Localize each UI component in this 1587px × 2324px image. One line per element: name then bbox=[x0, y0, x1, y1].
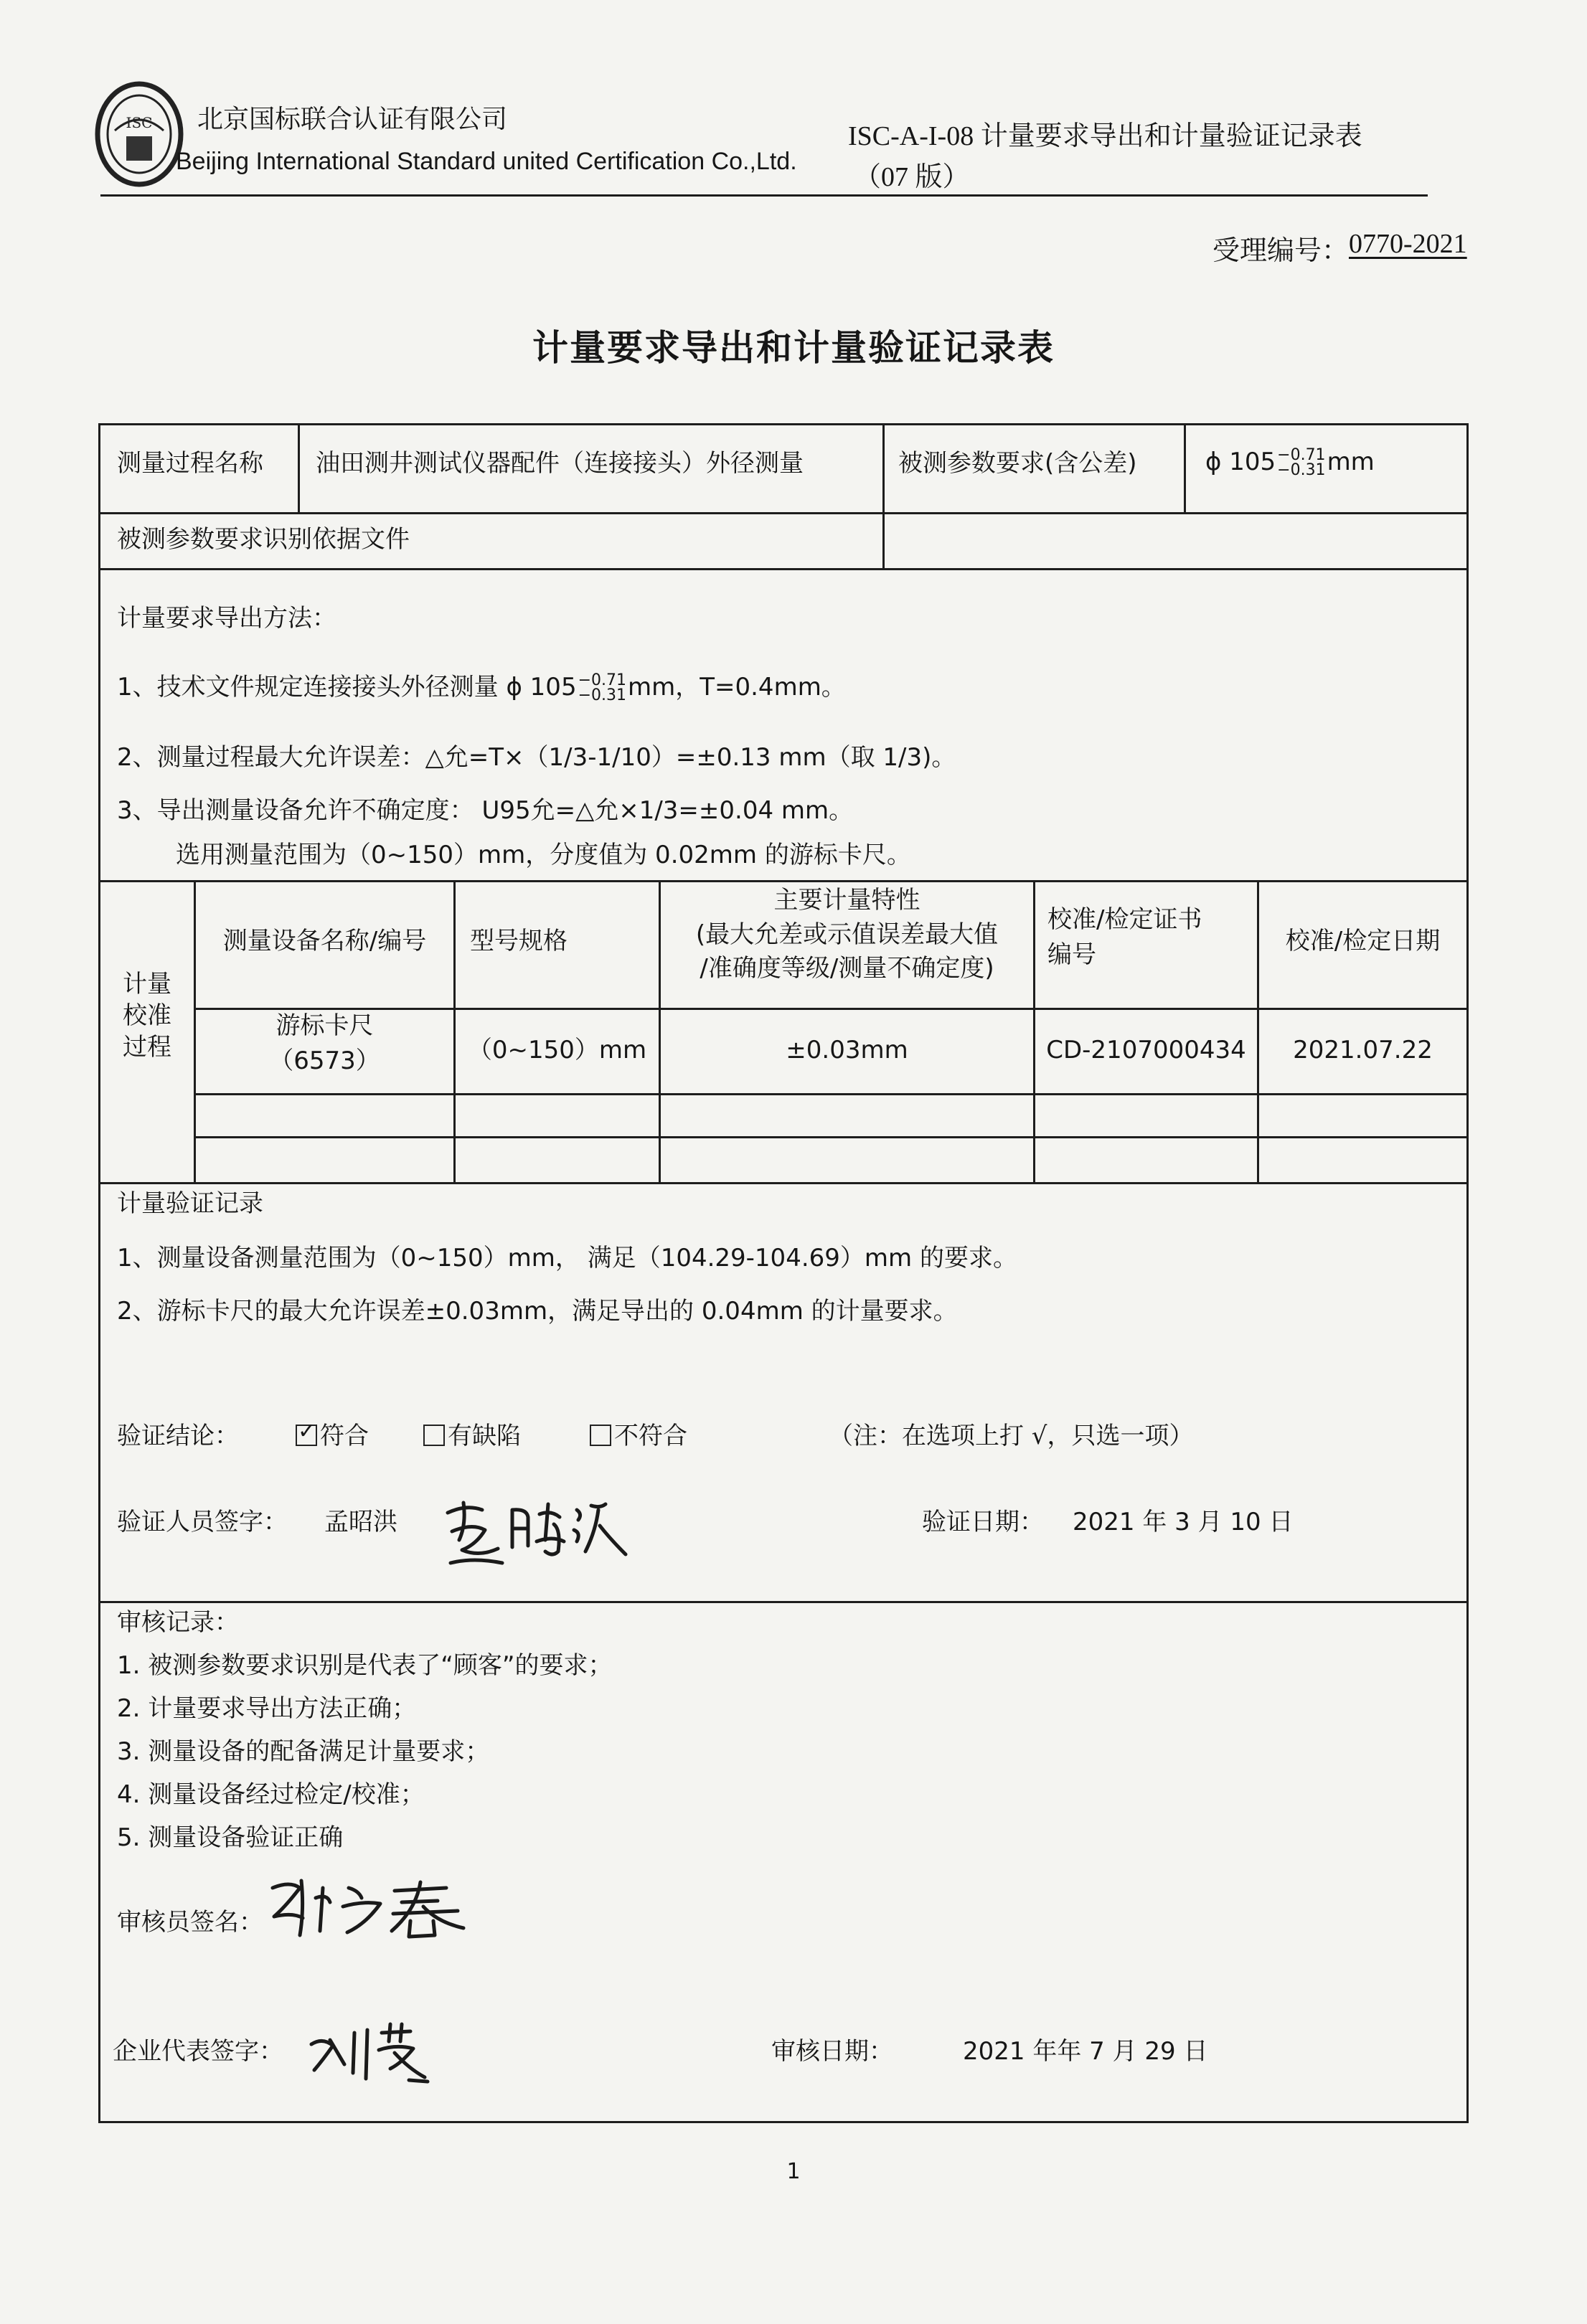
enterprise-rep-handwritten-signature bbox=[301, 2008, 430, 2087]
enterprise-rep-signature-label: 企业代表签字： bbox=[113, 2037, 283, 2066]
param-requirement-label: 被测参数要求(含公差) bbox=[898, 449, 1137, 478]
checkbox-checked-icon bbox=[296, 1425, 317, 1446]
conclusion-label: 验证结论： bbox=[117, 1422, 239, 1450]
conclusion-option-conform[interactable]: ✓ 符合 bbox=[296, 1420, 369, 1452]
equipment-characteristic: ±0.03mm bbox=[786, 1036, 908, 1064]
form-code: ISC-A-I-08 计量要求导出和计量验证记录表 bbox=[848, 121, 1362, 151]
derivation-item-3-note: 选用测量范围为（0~150）mm，分度值为 0.02mm 的游标卡尺。 bbox=[176, 841, 911, 869]
process-name-value: 油田测井测试仪器配件（连接接头）外径测量 bbox=[316, 449, 804, 478]
review-item: 1. 被测参数要求识别是代表了“顾客”的要求； bbox=[117, 1651, 613, 1680]
derivation-item-1: 1、技术文件规定连接接头外径测量 ϕ 105 −0.71 −0.31 mm，T=0.4mm。 bbox=[117, 671, 846, 704]
equipment-model: （0~150）mm bbox=[467, 1036, 647, 1064]
col-header-date: 校准/检定日期 bbox=[1285, 927, 1441, 955]
equipment-calibration-date: 2021.07.22 bbox=[1293, 1036, 1433, 1064]
derivation-item-3: 3、导出测量设备允许不确定度： U95允=△允×1/3=±0.04 mm。 bbox=[117, 796, 854, 825]
review-item: 3. 测量设备的配备满足计量要求； bbox=[117, 1737, 490, 1766]
company-name-cn: 北京国标联合认证有限公司 bbox=[197, 105, 508, 134]
svg-text:ISC: ISC bbox=[126, 114, 153, 131]
conclusion-option-nonconform[interactable]: 不符合 bbox=[590, 1420, 687, 1452]
review-item: 2. 计量要求导出方法正确； bbox=[117, 1694, 417, 1723]
review-date-label: 审核日期： bbox=[771, 2037, 893, 2066]
verification-heading: 计量验证记录 bbox=[117, 1189, 263, 1218]
col-header-name: 测量设备名称/编号 bbox=[222, 927, 427, 955]
review-heading: 审核记录： bbox=[117, 1608, 239, 1637]
checkbox-empty-icon bbox=[423, 1425, 445, 1446]
page-number: 1 bbox=[786, 2159, 801, 2184]
company-logo bbox=[93, 80, 185, 188]
basis-document-label: 被测参数要求识别依据文件 bbox=[117, 525, 410, 554]
derivation-heading: 计量要求导出方法： bbox=[117, 604, 336, 633]
verification-line-1: 1、测量设备测量范围为（0~150）mm， 满足（104.29-104.69）mm 的要求。 bbox=[117, 1244, 1017, 1272]
verifier-handwritten-signature bbox=[438, 1488, 631, 1571]
review-date: 2021 年年 7 月 29 日 bbox=[963, 2037, 1208, 2066]
verification-line-2: 2、游标卡尺的最大允许误差±0.03mm，满足导出的 0.04mm 的计量要求。 bbox=[117, 1297, 958, 1326]
equipment-certificate: CD-2107000434 bbox=[1046, 1036, 1246, 1064]
company-name-en: Beijing International Standard united Certification Co.,Ltd. bbox=[176, 148, 797, 175]
acceptance-number-label: 受理编号： bbox=[1212, 235, 1350, 266]
verification-date: 2021 年 3 月 10 日 bbox=[1073, 1508, 1294, 1536]
col-header-certificate: 校准/检定证书 编号 bbox=[1047, 905, 1202, 970]
document-title: 计量要求导出和计量验证记录表 bbox=[532, 327, 1055, 369]
col-header-characteristics: 主要计量特性 (最大允差或示值误差最大值 /准确度等级/测量不确定度) bbox=[695, 886, 999, 983]
review-item: 5. 测量设备验证正确 bbox=[117, 1823, 344, 1852]
checkbox-empty-icon bbox=[590, 1425, 611, 1446]
equipment-name: 游标卡尺 （6573） bbox=[269, 1011, 380, 1076]
form-version: （07 版） bbox=[854, 162, 970, 192]
header-divider bbox=[100, 194, 1428, 197]
col-header-model: 型号规格 bbox=[470, 927, 568, 955]
conclusion-note: （注：在选项上打 √，只选一项） bbox=[829, 1422, 1194, 1450]
auditor-signature-label: 审核员签名： bbox=[117, 1908, 263, 1937]
auditor-handwritten-signature bbox=[258, 1866, 474, 1945]
verifier-name: 孟昭洪 bbox=[324, 1508, 397, 1536]
calibration-side-label: 计量 校准 过程 bbox=[123, 970, 171, 1062]
derivation-item-2: 2、测量过程最大允许误差：△允=T×（1/3-1/10）=±0.13 mm（取 1/3)。 bbox=[117, 743, 956, 772]
review-item: 4. 测量设备经过检定/校准； bbox=[117, 1780, 425, 1809]
verification-date-label: 验证日期： bbox=[922, 1508, 1044, 1536]
verifier-signature-label: 验证人员签字： bbox=[117, 1508, 288, 1536]
param-requirement-value: ϕ 105 −0.71 −0.31 mm bbox=[1205, 445, 1375, 479]
process-name-label: 测量过程名称 bbox=[117, 449, 263, 478]
conclusion-option-defect[interactable]: 有缺陷 bbox=[423, 1420, 521, 1452]
acceptance-number: 0770-2021 bbox=[1349, 229, 1467, 259]
